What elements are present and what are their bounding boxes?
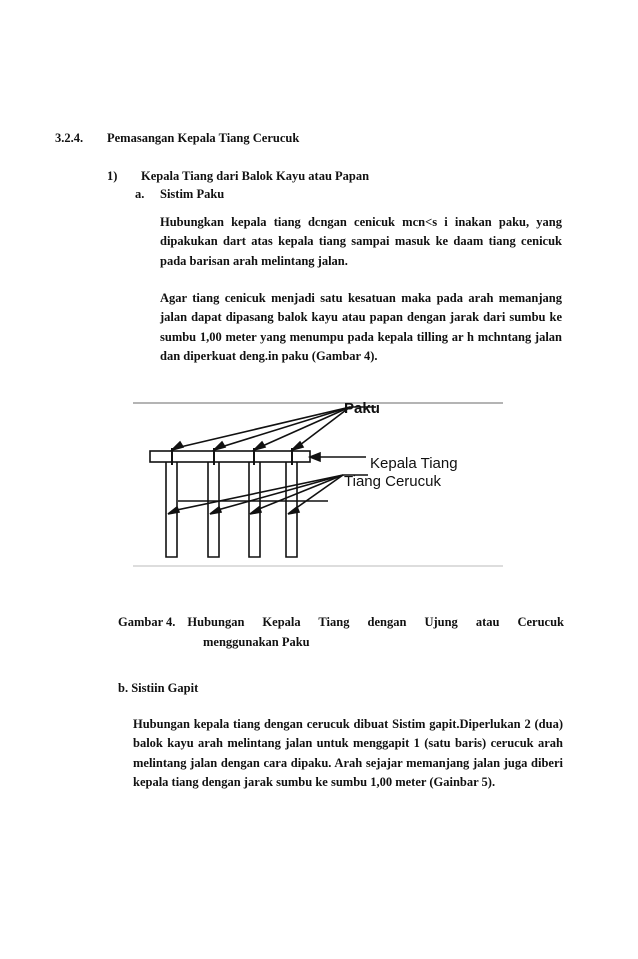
caption-text-1: Hubungan Kepala Tiang dengan Ujung atau Cerucuk <box>187 615 564 629</box>
caption-line-1 <box>118 612 564 632</box>
sub-a-title: Sistim Paku <box>160 187 225 201</box>
caption-prefix: Gambar 4. <box>118 615 176 629</box>
figure-4-diagram <box>128 393 508 570</box>
tiang-arrow-4 <box>288 507 299 514</box>
tiang-arrow-1 <box>168 507 179 514</box>
sub-a-paragraph-1: Hubungkan kepala tiang dcngan cenicuk mcn<s i inakan paku, yang dipakukan dart atas kepala tiang sampai masuk ke daam tiang cenicuk pada barisan arah melintang jalan. <box>160 215 562 268</box>
kepala-tiang-leader <box>310 453 366 461</box>
caption-text-2: menggunakan Paku <box>203 635 310 649</box>
tiang-cerucuk-leaders <box>168 475 368 514</box>
sub-a-paragraph-2: Agar tiang cenicuk menjadi satu kesatuan maka pada arah memanjang jalan dapat dipasang balok kayu atau papan dengan jarak dari sumbu ke sumbu 1,00 meter yang menumpu pada kepala tilling ar h mchntang jalan dan diperkuat deng.in paku (Gambar 4). <box>160 291 562 364</box>
item-number: 1) <box>107 169 118 183</box>
label-kepala-tiang: Kepala Tiang <box>370 455 458 472</box>
label-paku: Paku <box>344 400 380 417</box>
sub-a-label: a. <box>135 187 145 201</box>
figure-caption <box>118 612 564 652</box>
section-title: Pemasangan Kepala Tiang Cerucuk <box>107 131 300 145</box>
tiang-cerucuk-piles <box>166 462 297 557</box>
paku-arrow-2 <box>214 442 225 450</box>
figure-4-svg <box>128 393 508 570</box>
kepala-tiang-beam <box>150 451 310 462</box>
item-title: Kepala Tiang dari Balok Kayu atau Papan <box>141 169 370 183</box>
paku-arrow-3 <box>254 442 265 450</box>
label-tiang-cerucuk: Tiang Cerucuk <box>344 473 441 490</box>
paku-leader-2 <box>218 407 350 448</box>
tiang-leader-2 <box>214 475 343 511</box>
paku-arrow-1 <box>172 442 183 450</box>
sub-b-title: b. Sistiin Gapit <box>118 681 199 695</box>
tiang-arrow-2 <box>210 507 221 514</box>
paku-arrow-4 <box>292 442 303 450</box>
kepala-arrow <box>310 453 320 461</box>
tiang-arrow-3 <box>250 507 261 514</box>
section-number: 3.2.4. <box>55 131 84 145</box>
sub-b-paragraph: Hubungan kepala tiang dengan cerucuk dibuat Sistim gapit.Diperlukan 2 (dua) balok kayu arah melintang jalan untuk menggapit 1 (satu baris) cerucuk arah melintang jalan dengan cara dipaku. Arah sejajar memanjang jalan juga diberi kepala tiang dengan jarak sumbu ke sumbu 1,00 meter (Gainbar 5). <box>133 717 563 790</box>
